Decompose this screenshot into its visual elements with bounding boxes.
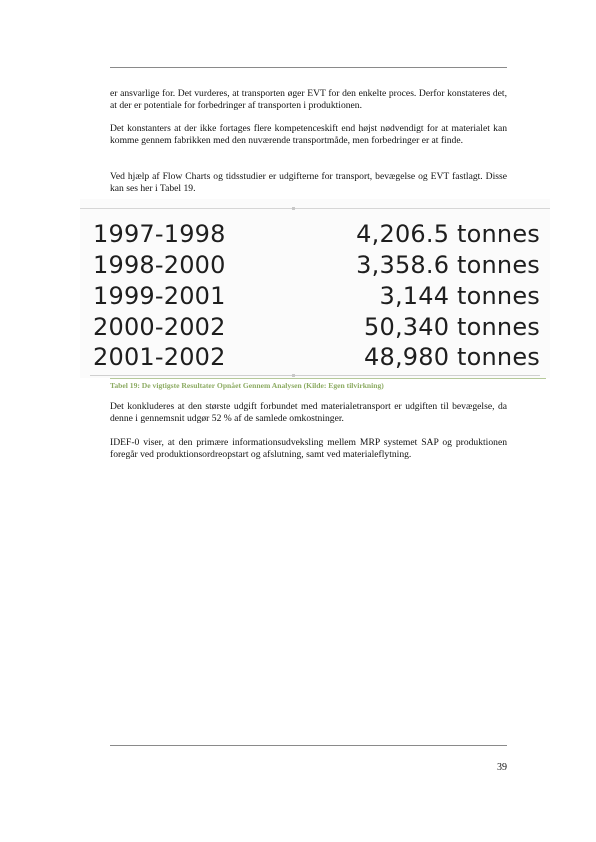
- table-value: 48,980 tonnes: [364, 343, 540, 371]
- table-value: 3,358.6 tonnes: [356, 251, 540, 279]
- table-row: [80, 312, 550, 342]
- table-row: [80, 342, 550, 372]
- table-caption: Tabel 19: De vigtigste Resultater Opnået Gennem Analysen (Kilde: Egen tilvirkning): [110, 381, 384, 390]
- footer-rule: [110, 745, 507, 746]
- table-period: 2000-2002: [93, 313, 226, 341]
- table-period: 1997-1998: [93, 220, 226, 248]
- table-period: 2001-2002: [93, 343, 226, 371]
- page-body: [110, 0, 507, 842]
- table-row: [80, 281, 550, 311]
- table-bottom-marker: [292, 374, 295, 377]
- table-period: 1999-2001: [93, 282, 226, 310]
- table-value: 50,340 tonnes: [364, 313, 540, 341]
- table-top-marker: [292, 207, 295, 210]
- results-table-image: [80, 199, 550, 378]
- table-row: [80, 250, 550, 280]
- table-value: 4,206.5 tonnes: [356, 220, 540, 248]
- page-number: 39: [497, 762, 507, 773]
- table-row: [80, 219, 550, 249]
- paragraph-flow-charts: Ved hjælp af Flow Charts og tidsstudier er udgifterne for transport, bevægelse og EVT fastlagt. Disse kan ses her i Tabel 19.: [110, 171, 507, 194]
- table-bottom-line: [90, 375, 540, 376]
- table-period: 1998-2000: [93, 251, 226, 279]
- table-top-line: [80, 208, 550, 209]
- table-value: 3,144 tonnes: [379, 282, 540, 310]
- paragraph-idef0: IDEF-0 viser, at den primære informationsudveksling mellem MRP systemet SAP og produktionen foregår ved produktionsordreopstart og afslutning, samt ved materialeflytning.: [110, 437, 507, 460]
- paragraph-transport-evt: er ansvarlige for. Det vurderes, at transporten øger EVT for den enkelte proces. Derfor konstateres det, at der er potentiale for forbedringer af transporten i produktionen.: [110, 88, 507, 111]
- paragraph-competence-shifts: Det konstanters at der ikke fortages flere kompetenceskift end højst nødvendigt for at materialet kan komme gennem fabrikken med den nuværende transportmåde, men forbedringer er at finde.: [110, 123, 507, 146]
- paragraph-conclusion: Det konkluderes at den største udgift forbundet med materialetransport er udgiften til bevægelse, da denne i gennemsnit udgør 52 % af de samlede omkostninger.: [110, 401, 507, 424]
- caption-rule: [110, 378, 546, 379]
